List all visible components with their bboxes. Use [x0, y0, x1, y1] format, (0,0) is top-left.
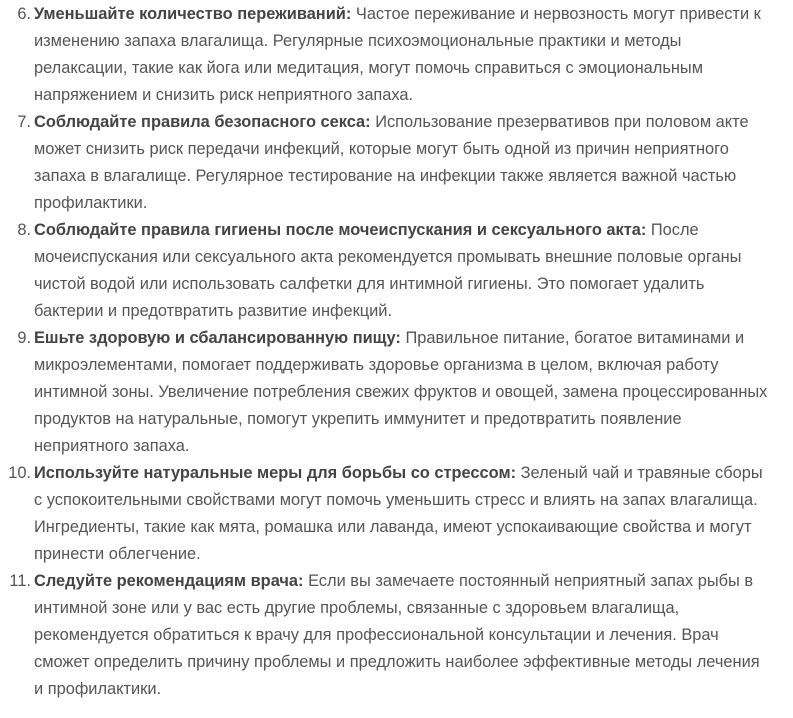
list-item [0, 217, 770, 325]
list-item [0, 568, 770, 703]
list-item-number: 11. [9, 572, 31, 590]
list-item-text: Частое переживание и нервозность могут привести к изменению запаха влагалища. Регулярные психоэмоциональные практики и методы релаксации, такие как йога или медитация, могут помочь справиться с эмоциональным напряжением и снизить риск неприятного запаха. [34, 5, 761, 104]
list-item-text: Использование презервативов при половом акте может снизить риск передачи инфекций, которые могут быть одной из причин неприятного запаха в влагалище. Регулярное тестирование на инфекции также является важной частью профилактики. [34, 113, 749, 212]
tips-list [0, 1, 770, 703]
list-item [0, 109, 770, 217]
list-item-number: 10. [8, 464, 31, 482]
list-item-title: Используйте натуральные меры для борьбы со стрессом: [34, 464, 517, 482]
list-item [0, 1, 770, 109]
list-item [0, 325, 770, 460]
list-item-title: Соблюдайте правила гигиены после мочеиспускания и сексуального акта: [34, 221, 647, 239]
list-item-text: Правильное питание, богатое витаминами и микроэлементами, помогает поддерживать здоровье организма в целом, включая работу интимной зоны. Увеличение потребления свежих фруктов и овощей, замена процессированных продуктов на натуральные, помогут укрепить иммунитет и предотвратить появление неприятного запаха. [34, 329, 768, 455]
list-item-text: Зеленый чай и травяные сборы с успокоительными свойствами могут помочь уменьшить стресс и влиять на запах влагалища. Ингредиенты, такие как мята, ромашка или лаванда, имеют успокаивающие свойства и могут принести облегчение. [34, 464, 763, 563]
list-item-text: После мочеиспускания или сексуального акта рекомендуется промывать внешние половые органы чистой водой или использовать салфетки для интимной гигиены. Это помогает удалить бактерии и предотвратить развитие инфекций. [34, 221, 742, 320]
list-item-title: Ешьте здоровую и сбалансированную пищу: [34, 329, 401, 347]
list-item [0, 460, 770, 568]
list-item-number: 8. [17, 221, 31, 239]
list-item-title: Соблюдайте правила безопасного секса: [34, 113, 371, 131]
list-item-title: Следуйте рекомендациям врача: [34, 572, 304, 590]
list-item-number: 9. [17, 329, 31, 347]
list-item-number: 6. [17, 5, 31, 23]
list-item-text: Если вы замечаете постоянный неприятный запах рыбы в интимной зоне или у вас есть другие проблемы, связанные с здоровьем влагалища, рекомендуется обратиться к врачу для профессиональной консультации и лечения. Врач сможет определить причину проблемы и предложить наиболее эффективные методы лечения и профилактики. [34, 572, 760, 698]
list-item-title: Уменьшайте количество переживаний: [34, 5, 352, 23]
list-item-number: 7. [17, 113, 31, 131]
